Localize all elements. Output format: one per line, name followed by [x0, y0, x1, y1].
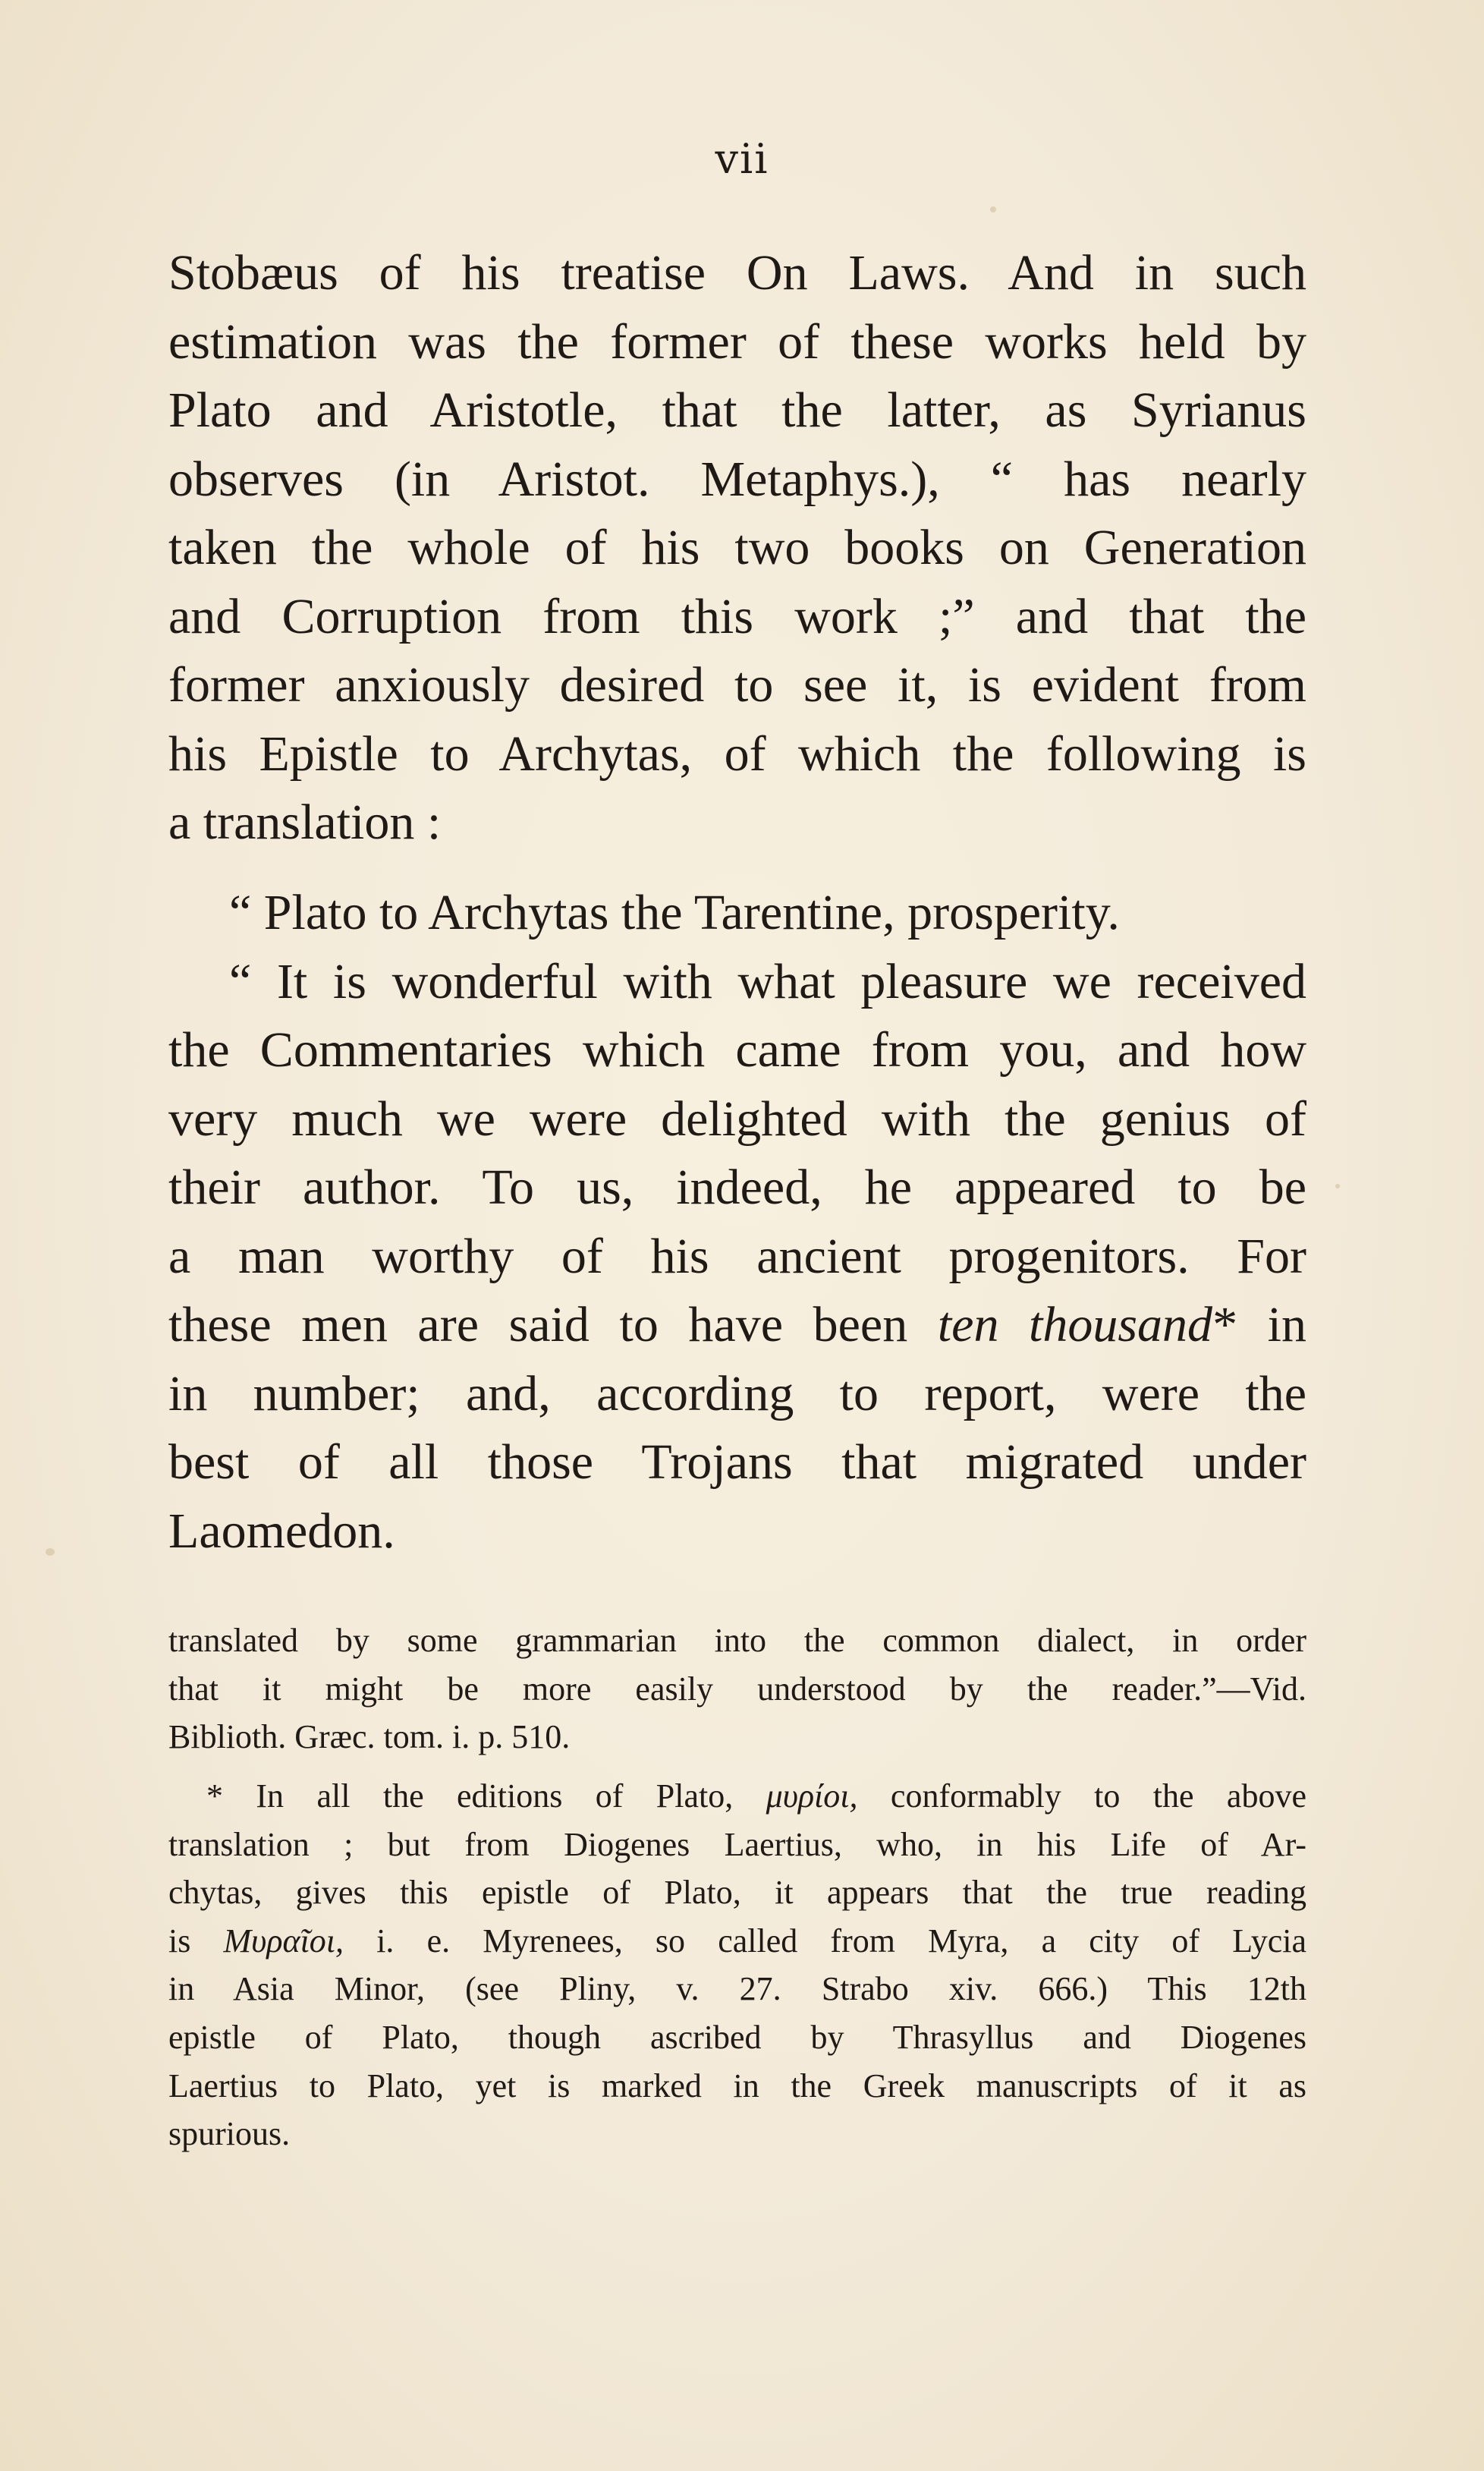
footnote-line: in Asia Minor, (see Pliny, v. 27. Strabo xiv. 666.) This 12th [168, 1970, 1306, 2008]
text-segment: these men are said to have been [168, 1297, 938, 1352]
text-line: very much we were delighted with the genius of [168, 1091, 1306, 1147]
paragraph-intro [168, 239, 1306, 858]
text-segment: is [168, 1922, 224, 1959]
text-line: a translation : [168, 795, 442, 850]
page-number: vii [715, 135, 769, 183]
text-line: a man worthy of his ancient progenitors. For [168, 1228, 1306, 1284]
letter-salutation: “ Plato to Archytas the Tarentine, prosperity. [229, 885, 1120, 940]
text-line: Plato and Aristotle, that the latter, as Syrianus [168, 382, 1306, 438]
text-line: best of all those Trojans that migrated under [168, 1434, 1306, 1490]
text-line: their author. To us, indeed, he appeared to be [168, 1160, 1306, 1215]
footnote-line: that it might be more easily understood by the reader.”—Vid. [168, 1670, 1306, 1708]
footnote-line: chytas, gives this epistle of Plato, it appears that the true reading [168, 1874, 1306, 1912]
footnote-line [168, 1917, 1306, 1966]
footnote-continuation [168, 1616, 1306, 1761]
text-line: former anxiously desired to see it, is evident from [168, 657, 1306, 713]
text-line: estimation was the former of these works held by [168, 313, 1306, 370]
text-segment: i. e. Myrenees, so called from Myra, a city of Lycia [344, 1922, 1306, 1959]
italic-phrase: ten thousand [937, 1297, 1213, 1352]
greek-word: Μυραῖοι, [223, 1922, 344, 1959]
text-line: Laomedon. [168, 1503, 395, 1559]
text-line: observes (in Aristot. Metaphys.), “ has nearly [168, 451, 1306, 507]
text-line [168, 1291, 1306, 1360]
footnote-line: Biblioth. Græc. tom. i. p. 510. [168, 1718, 571, 1756]
text-line: his Epistle to Archytas, of which the following is [168, 726, 1306, 782]
text-segment: * In all the editions of Plato, [206, 1777, 766, 1815]
text-line: taken the whole of his two books on Generation [168, 520, 1306, 575]
footnote-line: translation ; but from Diogenes Laertius, who, in his Life of Ar- [168, 1825, 1306, 1863]
text-line: in number; and, according to report, were the [168, 1365, 1306, 1421]
text-line: Stobæus of his treatise On Laws. And in such [168, 245, 1306, 301]
footnote-line: spurious. [168, 2115, 291, 2153]
text-segment: conformably to the above [857, 1777, 1306, 1815]
greek-word: μυρίοι, [766, 1777, 858, 1815]
footnote-line: epistle of Plato, though ascribed by Thrasyllus and Diogenes [168, 2018, 1306, 2056]
footnote-line: translated by some grammarian into the common dialect, in order [168, 1622, 1306, 1659]
footnote-marker-text: * in [1212, 1297, 1306, 1352]
letter-text [168, 879, 1306, 1566]
footnote-line [168, 1772, 1306, 1821]
paper-spot [46, 1548, 55, 1556]
text-line: the Commentaries which came from you, and how [168, 1022, 1306, 1078]
paper-spot [1335, 1184, 1340, 1188]
footnote-ten-thousand [168, 1772, 1306, 2158]
text-line: “ It is wonderful with what pleasure we received [229, 953, 1306, 1009]
footnote-line: Laertius to Plato, yet is marked in the Greek manuscripts of it as [168, 2067, 1306, 2104]
paper-spot [990, 206, 996, 212]
text-line: and Corruption from this work ;” and that the [168, 588, 1306, 644]
